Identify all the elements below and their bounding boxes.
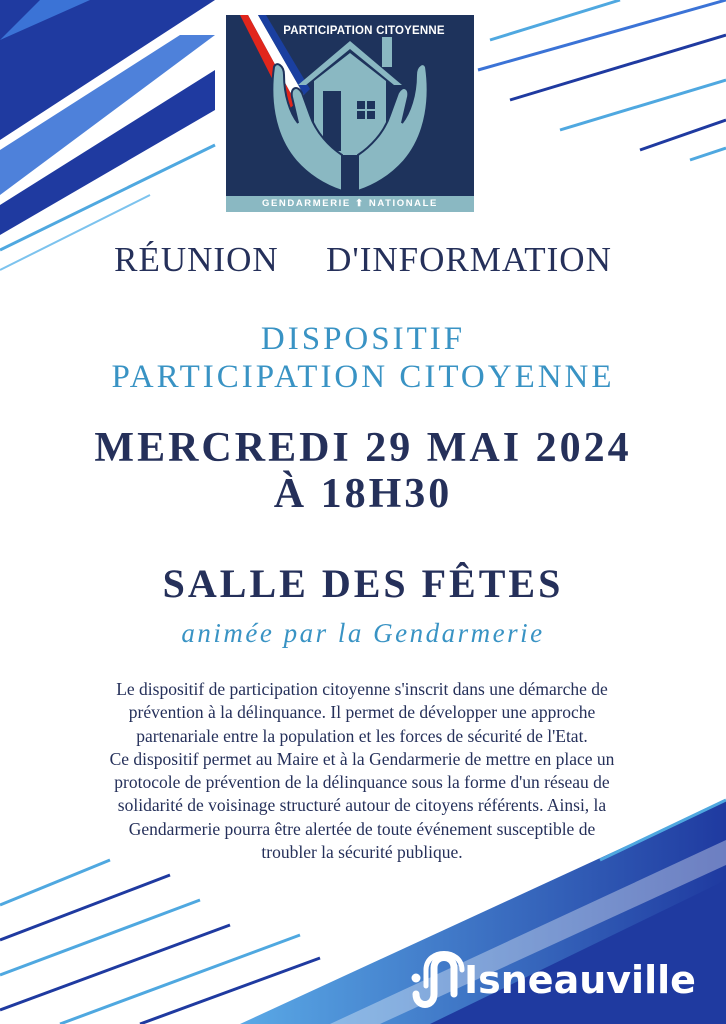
description-line: Le dispositif de participation citoyenne s'inscrit dans une démarche de <box>116 679 608 699</box>
event-date <box>0 425 726 517</box>
house-in-hands-icon <box>226 15 474 212</box>
event-host: animée par la Gendarmerie <box>181 618 545 648</box>
program-title-line2: PARTICIPATION CITOYENNE <box>111 359 615 395</box>
event-time: À 18H30 <box>273 471 453 517</box>
event-venue: SALLE DES FÊTES <box>162 561 564 606</box>
meeting-heading: RÉUNION D'INFORMATION <box>114 240 612 279</box>
logo-footer: GENDARMERIE ⬆ NATIONALE <box>226 196 474 212</box>
event-date-line1: MERCREDI 29 MAI 2024 <box>94 425 632 471</box>
description-line: Gendarmerie pourra être alertée de toute événement susceptible de <box>128 818 596 839</box>
program-title <box>0 320 726 396</box>
program-title-line1: DISPOSITIF <box>260 321 466 357</box>
description-line: partenariale entre la population et les forces de sécurité de l'Etat. <box>136 725 588 746</box>
description-line: solidarité de voisinage structuré autour de citoyens référents. Ainsi, la <box>117 795 607 816</box>
description-line: prévention à la délinquance. Il permet de développer une approche <box>128 702 596 723</box>
description-line: protocole de prévention de la délinquance sous la forme d'un réseau de <box>114 772 610 793</box>
participation-citoyenne-logo <box>226 15 474 212</box>
isneauville-logo <box>404 946 714 1016</box>
description-paragraph <box>12 678 712 864</box>
logo-title: PARTICIPATION CITOYENNE <box>283 25 445 37</box>
description-line: troubler la sécurité publique. <box>261 842 463 863</box>
town-name: Isneauville <box>464 958 696 1002</box>
description-line: Ce dispositif permet au Maire et à la Gendarmerie de mettre en place un <box>109 748 615 769</box>
